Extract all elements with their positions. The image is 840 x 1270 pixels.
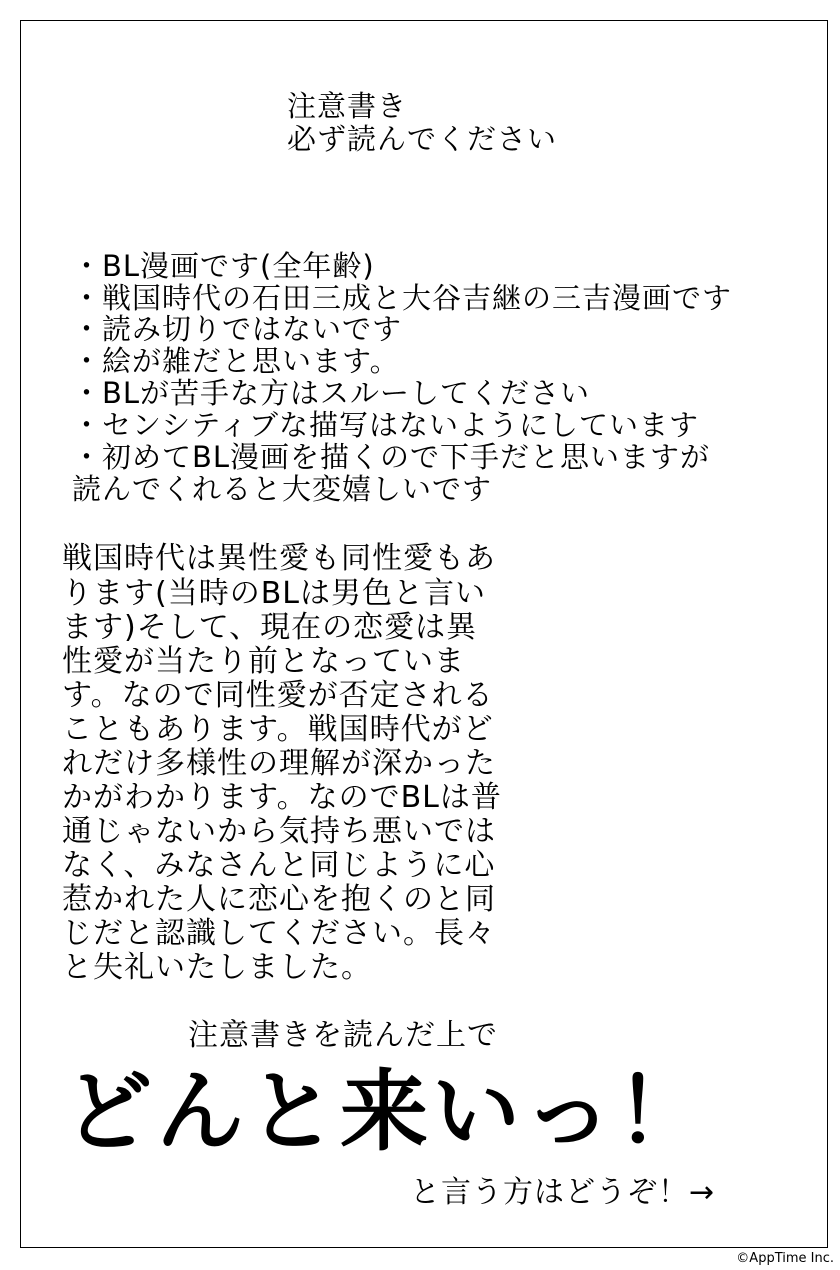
paragraph-line-11: 惹かれた人に恋心を抱くのと同 bbox=[62, 882, 496, 917]
notice-line-4: ・絵が雑だと思います。 bbox=[72, 344, 400, 378]
notice-line-3: ・読み切りではないです bbox=[72, 312, 403, 346]
paragraph-line-1: 戦国時代は異性愛も同性愛もあ bbox=[62, 541, 496, 576]
paragraph-line-10: なく、みなさんと同じように心 bbox=[62, 848, 496, 883]
paragraph-line-7: れだけ多様性の理解が深かった bbox=[62, 746, 496, 781]
big-exclamation-text: どんと来いっ！ bbox=[64, 1060, 709, 1163]
paragraph-line-13: と失礼いたしました。 bbox=[62, 950, 372, 985]
notice-line-8: 読んでくれると大変嬉しいです bbox=[72, 472, 493, 506]
paragraph-line-5: す。なので同性愛が否定される bbox=[62, 678, 494, 713]
notice-line-2: ・戦国時代の石田三成と大谷吉継の三吉漫画です bbox=[72, 281, 733, 315]
after-reading-text: 注意書きを読んだ上で bbox=[188, 1018, 498, 1053]
paragraph-line-6: こともあります。戦国時代がど bbox=[62, 712, 494, 747]
paragraph-line-4: 性愛が当たり前となっていま bbox=[62, 644, 465, 679]
copyright-text: ©AppTime Inc. bbox=[736, 1251, 834, 1266]
paragraph-line-12: じだと認識してください。長々 bbox=[62, 916, 496, 951]
notice-title-line-1: 注意書き bbox=[287, 89, 408, 123]
paragraph-line-8: かがわかります。なのでBLは普 bbox=[62, 780, 502, 815]
paragraph-line-9: 通じゃないから気持ち悪いでは bbox=[62, 814, 496, 849]
notice-title-line-2: 必ず読んでください bbox=[287, 122, 558, 156]
notice-line-6: ・センシティブな描写はないようにしています bbox=[72, 408, 699, 442]
proceed-text: と言う方はどうぞ！→ bbox=[410, 1175, 716, 1210]
paragraph-line-3: ます)そして、現在の恋愛は異 bbox=[62, 610, 478, 645]
notice-line-7: ・初めてBL漫画を描くので下手だと思いますが bbox=[72, 440, 711, 474]
notice-line-1: ・BL漫画です(全年齢) bbox=[72, 249, 375, 283]
notice-line-5: ・BLが苦手な方はスルーしてください bbox=[72, 376, 591, 410]
paragraph-line-2: ります(当時のBLは男色と言い bbox=[62, 576, 486, 611]
